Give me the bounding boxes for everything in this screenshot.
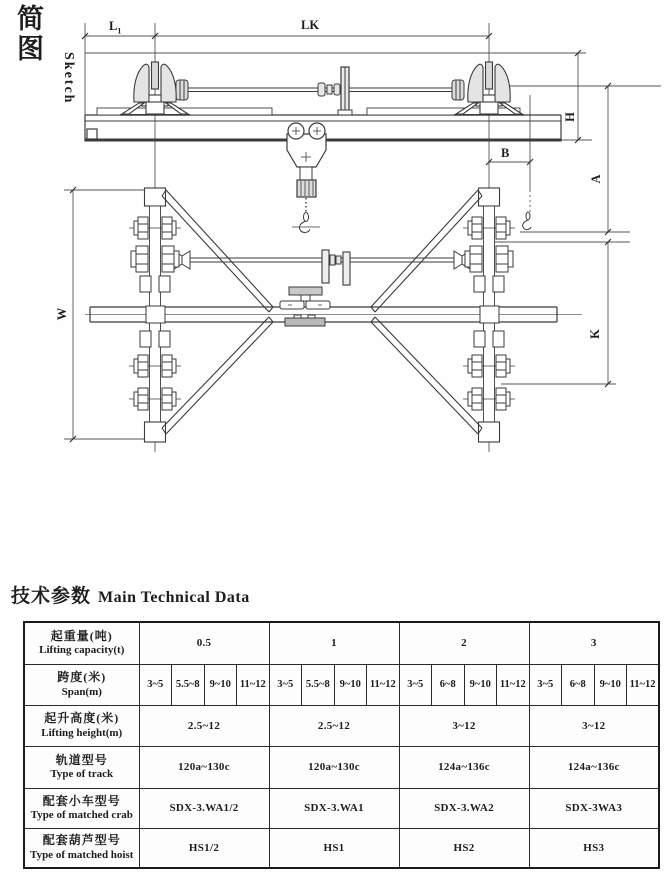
- cross-braces: [162, 190, 482, 434]
- end-stop-block: [87, 129, 97, 139]
- table-cell: 5.5~8: [172, 664, 205, 705]
- table-cell: 11~12: [367, 664, 400, 705]
- table-cell: 3~12: [399, 705, 529, 746]
- dim-label-l1: $L_1$: [109, 19, 122, 36]
- plan-center-beam: [85, 306, 582, 323]
- technical-data-table: [23, 621, 660, 869]
- table-cell: 6~8: [432, 664, 465, 705]
- dim-label-h: H: [563, 112, 577, 122]
- table-cell: 3~12: [529, 705, 659, 746]
- hoist-block: [297, 180, 316, 197]
- row-label-track: 轨道型号 Type of track: [24, 746, 139, 788]
- table-cell: 11~12: [497, 664, 530, 705]
- table-cell: 3~5: [139, 664, 172, 705]
- plan-drive-shaft: [166, 250, 478, 285]
- dim-label-a: A: [589, 174, 603, 184]
- table-cell: 9~10: [594, 664, 627, 705]
- sketch-title-cn: 简图: [17, 4, 46, 65]
- table-cell: HS3: [529, 828, 659, 868]
- table-cell: 2.5~12: [139, 705, 269, 746]
- table-cell: 2.5~12: [269, 705, 399, 746]
- table-cell: 3: [529, 622, 659, 664]
- table-cell: 120a~130c: [269, 746, 399, 788]
- table-cell: 0.5: [139, 622, 269, 664]
- table-cell: 9~10: [334, 664, 367, 705]
- dim-label-k: K: [588, 329, 602, 339]
- table-cell: 124a~136c: [399, 746, 529, 788]
- table-cell: 1: [269, 622, 399, 664]
- monorail-trolley: [287, 123, 326, 232]
- table-cell: 6~8: [562, 664, 595, 705]
- table-cell: HS2: [399, 828, 529, 868]
- table-cell: HS1: [269, 828, 399, 868]
- table-cell: 11~12: [237, 664, 270, 705]
- row-label-crab: 配套小车型号 Type of matched crab: [24, 788, 139, 828]
- table-cell: SDX-3.WA1: [269, 788, 399, 828]
- table-cell: 120a~130c: [139, 746, 269, 788]
- table-cell: SDX-3WA3: [529, 788, 659, 828]
- section-title-cn: 技术参数: [11, 586, 92, 607]
- table-row-lifting-height: [24, 705, 659, 746]
- table-cell: 11~12: [627, 664, 660, 705]
- table-cell: 3~5: [399, 664, 432, 705]
- table-cell: 5.5~8: [302, 664, 335, 705]
- carriage-wheels: [129, 217, 515, 410]
- table-cell: HS1/2: [139, 828, 269, 868]
- dim-label-w: W: [55, 307, 69, 321]
- side-hook-icon: [523, 212, 531, 230]
- table-cell: 9~10: [464, 664, 497, 705]
- table-row-capacity: [24, 622, 659, 664]
- table-cell: SDX-3.WA1/2: [139, 788, 269, 828]
- row-label-capacity: 起重量(吨) Lifting capacity(t): [24, 622, 139, 664]
- dim-label-b: B: [501, 146, 510, 160]
- table-row-track: [24, 746, 659, 788]
- table-row-span: [24, 664, 659, 705]
- chain-lever: [318, 67, 352, 115]
- table-cell: 124a~136c: [529, 746, 659, 788]
- sketch-title-en: Sketch: [61, 52, 76, 105]
- row-label-hoist: 配套葫芦型号 Type of matched hoist: [24, 828, 139, 868]
- table-cell: 2: [399, 622, 529, 664]
- dim-label-lk: LK: [301, 18, 320, 32]
- plan-view: [85, 188, 582, 442]
- row-label-span: 跨度(米) Span(m): [24, 664, 139, 705]
- table-cell: SDX-3.WA2: [399, 788, 529, 828]
- hook-icon: [292, 213, 320, 233]
- section-title: [11, 581, 250, 608]
- row-label-lifting-height: 起升高度(米) Lifting height(m): [24, 705, 139, 746]
- table-row-hoist: [24, 828, 659, 868]
- table-cell: 3~5: [529, 664, 562, 705]
- table-cell: 9~10: [204, 664, 237, 705]
- table-row-crab: [24, 788, 659, 828]
- section-title-en: Main Technical Data: [98, 589, 250, 606]
- table-cell: 3~5: [269, 664, 302, 705]
